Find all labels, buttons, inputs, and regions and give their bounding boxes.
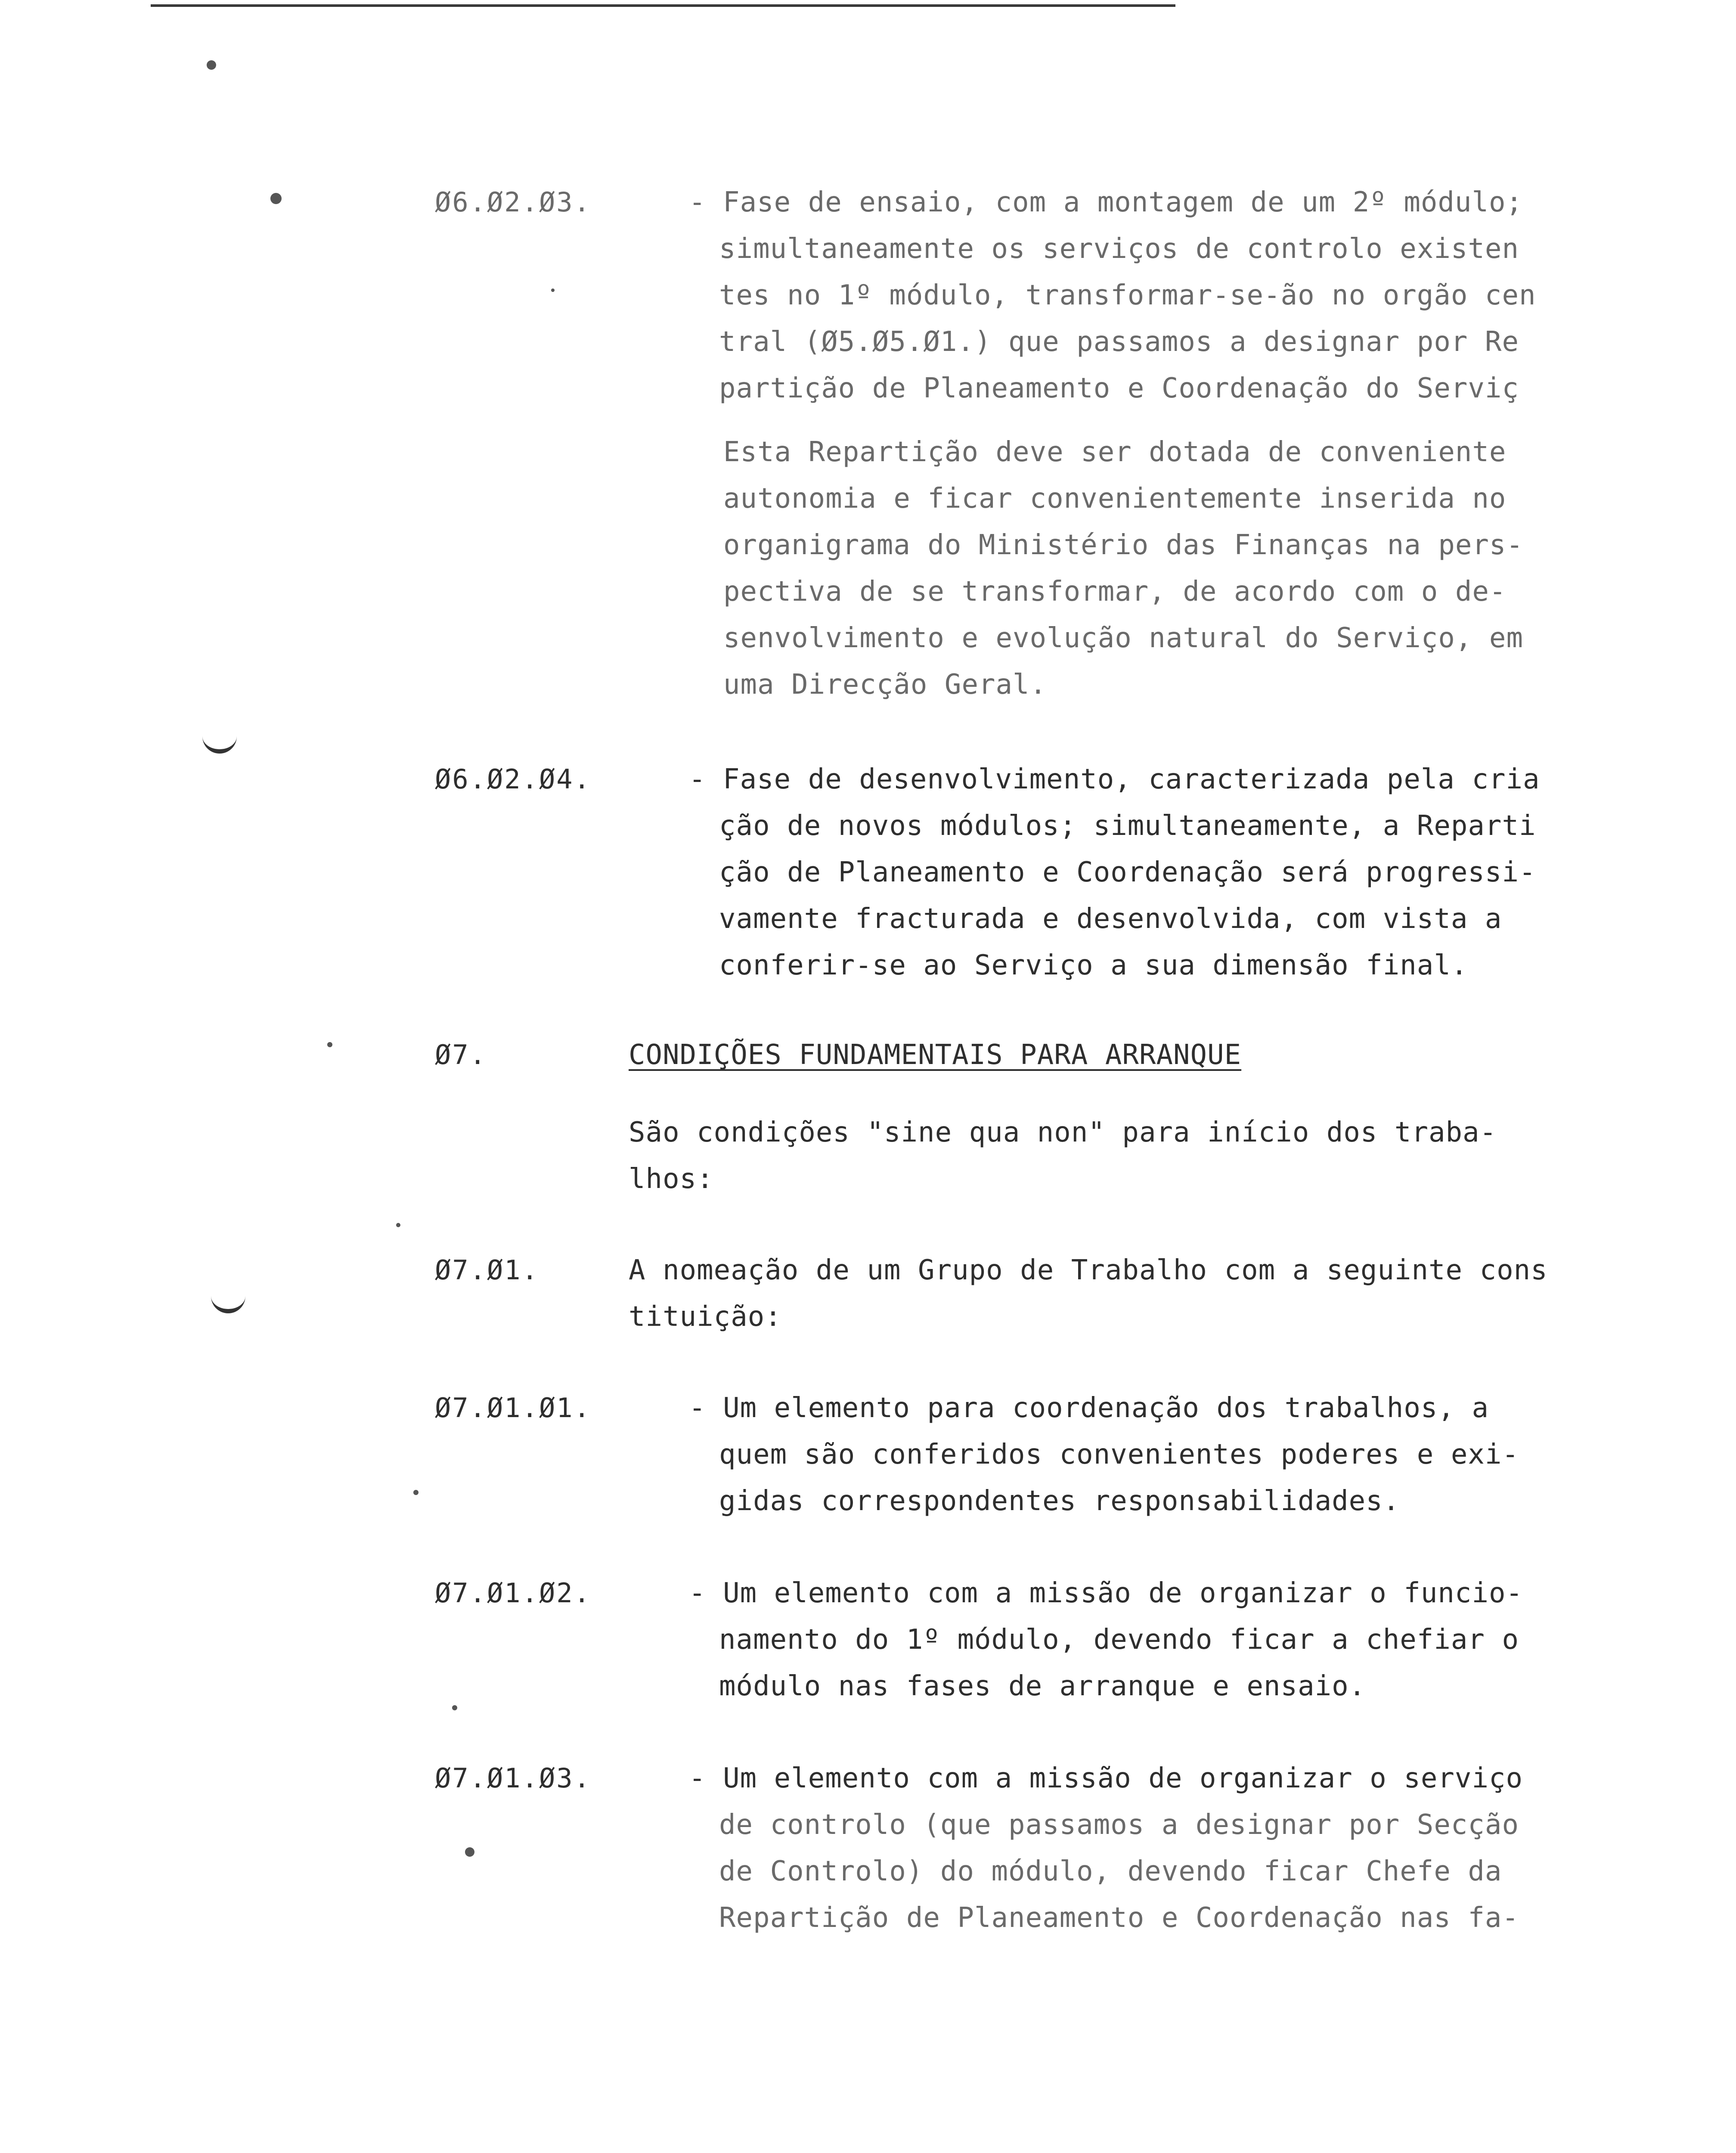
section-text-line: namento do 1º módulo, devendo ficar a chefiar o — [719, 1624, 1519, 1656]
section-text-line: autonomia e ficar convenientemente inserida no — [723, 483, 1507, 515]
section-text-line: Esta Repartição deve ser dotada de conveniente — [723, 436, 1507, 468]
section-text-line: gidas correspondentes responsabilidades. — [719, 1485, 1400, 1517]
section-text-line: de controlo (que passamos a designar por Secção — [719, 1809, 1519, 1841]
punch-hole-mark — [211, 1292, 245, 1313]
section-text-line: - Um elemento para coordenação dos trabalhos, a — [689, 1392, 1489, 1424]
section-text-line: vamente fracturada e desenvolvida, com vista a — [719, 903, 1502, 935]
section-number: Ø6.Ø2.Ø3. — [435, 186, 591, 218]
section-number: Ø7.Ø1.Ø3. — [435, 1762, 591, 1794]
section-text-line: ção de novos módulos; simultaneamente, a Reparti — [719, 810, 1536, 842]
section-text-line: A nomeação de um Grupo de Trabalho com a seguinte cons — [629, 1254, 1548, 1286]
section-text-line: - Fase de ensaio, com a montagem de um 2º módulo; — [689, 186, 1523, 218]
scan-speck — [551, 289, 555, 292]
section-text-line: Repartição de Planeamento e Coordenação nas fa- — [719, 1902, 1519, 1934]
section-number: Ø7. — [435, 1039, 487, 1070]
section-text-line: - Um elemento com a missão de organizar o serviço — [689, 1762, 1523, 1794]
section-text-line: tral (Ø5.Ø5.Ø1.) que passamos a designar por Re — [719, 326, 1519, 358]
section-text-line: pectiva de se transformar, de acordo com o de- — [723, 576, 1507, 608]
section-text-line: tes no 1º módulo, transformar-se-ão no orgão cen — [719, 279, 1536, 311]
section-text-line: - Fase de desenvolvimento, caracterizada pela cria — [689, 763, 1540, 795]
scan-speck — [413, 1490, 418, 1495]
section-text-line: lhos: — [629, 1163, 714, 1195]
top-rule — [151, 4, 1175, 7]
section-text-line: módulo nas fases de arranque e ensaio. — [719, 1670, 1366, 1702]
section-text-line: de Controlo) do módulo, devendo ficar Chefe da — [719, 1855, 1502, 1887]
section-text-line: - Um elemento com a missão de organizar o funcio- — [689, 1577, 1523, 1609]
punch-hole-mark — [202, 732, 237, 754]
section-number: Ø7.Ø1.Ø1. — [435, 1392, 591, 1424]
section-heading: CONDIÇÕES FUNDAMENTAIS PARA ARRANQUE — [629, 1039, 1242, 1071]
section-number: Ø6.Ø2.Ø4. — [435, 763, 591, 795]
section-text-line: uma Direcção Geral. — [723, 669, 1047, 701]
scan-speck — [270, 193, 282, 204]
scan-speck — [465, 1847, 474, 1857]
section-text-line: simultaneamente os serviços de controlo existen — [719, 233, 1519, 265]
section-text-line: tituição: — [629, 1301, 782, 1333]
scan-speck — [207, 60, 216, 70]
section-text-line: senvolvimento e evolução natural do Serviço, em — [723, 622, 1523, 654]
scan-speck — [452, 1705, 457, 1710]
section-number: Ø7.Ø1. — [435, 1254, 539, 1286]
section-text-line: partição de Planeamento e Coordenação do Serviç — [719, 372, 1519, 404]
section-number: Ø7.Ø1.Ø2. — [435, 1577, 591, 1609]
section-text-line: conferir-se ao Serviço a sua dimensão final. — [719, 949, 1468, 981]
scan-speck — [396, 1223, 400, 1227]
section-text-line: ção de Planeamento e Coordenação será progressi- — [719, 856, 1536, 888]
scan-speck — [327, 1042, 332, 1047]
section-text-line: quem são conferidos convenientes poderes e exi- — [719, 1439, 1519, 1470]
section-text-line: organigrama do Ministério das Finanças na pers- — [723, 529, 1523, 561]
section-text-line: São condições "sine qua non" para início dos traba- — [629, 1117, 1497, 1148]
